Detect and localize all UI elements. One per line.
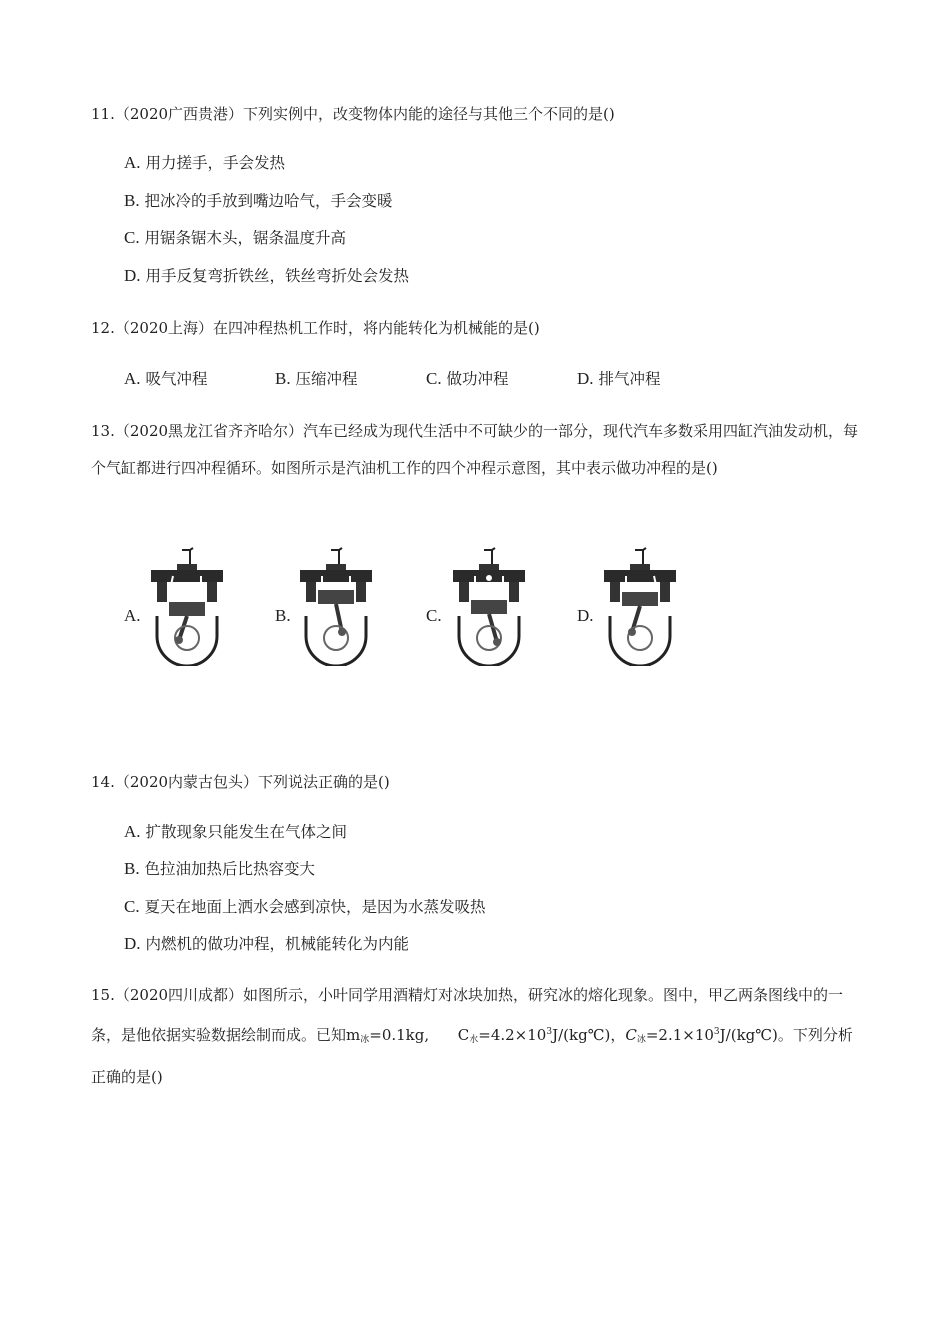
option-letter: A. [124, 153, 141, 172]
c-ice-value: =2.1×10 [645, 1026, 714, 1044]
option-letter: A. [124, 822, 141, 841]
q13-option-a-letter: A. [124, 606, 141, 625]
q13-option-b-letter: B. [275, 606, 291, 625]
c-ice-symbol: C [625, 1026, 637, 1044]
subscript-water: 水 [469, 1035, 479, 1045]
option-letter: C. [124, 897, 140, 916]
engine-intake-diagram [147, 546, 227, 666]
q14-option-d [124, 933, 409, 955]
option-letter: D. [124, 934, 141, 953]
option-text: 吸气冲程 [145, 370, 208, 388]
q14-stem: 14.（2020内蒙古包头）下列说法正确的是() [91, 773, 390, 791]
q11-stem: 11.（2020广西贵港）下列实例中，改变物体内能的途径与其他三个不同的是() [91, 105, 615, 123]
option-text: 用手反复弯折铁丝，铁丝弯折处会发热 [145, 267, 409, 285]
c-water-symbol: C [457, 1026, 470, 1044]
option-letter: D. [577, 369, 594, 388]
engine-stroke-icon [449, 546, 529, 666]
option-text: 用力搓手，手会发热 [145, 154, 285, 172]
q11-option-a [124, 152, 285, 174]
option-text: 压缩冲程 [295, 370, 358, 388]
q15-stem-text: 15.（2020四川成都）如图所示，小叶同学用酒精灯对冰块加热，研究冰的熔化现象。图中，甲乙两条图线中的一条，是他依据实验数据绘制而成。已知m [91, 986, 844, 1044]
option-letter: A. [124, 369, 141, 388]
exponent: 3 [546, 1027, 553, 1037]
q12-option-b [275, 367, 358, 389]
option-letter: B. [124, 191, 140, 210]
option-letter: B. [275, 369, 291, 388]
q13-stem: 13.（2020黑龙江省齐齐哈尔）汽车已经成为现代生活中不可缺少的一部分，现代汽车多数采用四缸汽油发动机，每个气缸都进行四冲程循环。如图所示是汽油机工作的四个冲程示意图，其中表示做功冲程的是() [91, 422, 859, 477]
q11-option-d [124, 265, 409, 287]
q12-option-c [426, 367, 509, 389]
engine-exhaust-diagram [600, 546, 680, 666]
engine-compression-diagram [296, 546, 376, 666]
option-text: 扩散现象只能发生在气体之间 [145, 823, 347, 841]
option-text: 内燃机的做功冲程，机械能转化为内能 [145, 935, 409, 953]
q12-stem: 12.（2020上海）在四冲程热机工作时，将内能转化为机械能的是() [91, 319, 540, 337]
mass-value: =0.1kg, [369, 1026, 430, 1044]
engine-stroke-icon [296, 546, 376, 666]
option-letter: D. [124, 266, 141, 285]
option-text: 排气冲程 [598, 370, 661, 388]
option-letter: C. [426, 369, 442, 388]
c-ice-unit: J/(kg℃)。下列分析正确的是() [91, 1026, 853, 1086]
option-text: 用锯条锯木头，锯条温度升高 [144, 229, 347, 247]
q11-option-b [124, 190, 393, 212]
engine-power-diagram [449, 546, 529, 666]
option-letter: C. [124, 228, 140, 247]
c-water-value: =4.2×10 [478, 1026, 547, 1044]
q14-option-c [124, 896, 486, 918]
option-text: 把冰冷的手放到嘴边哈气，手会变暖 [144, 192, 393, 210]
q14-option-b [124, 858, 315, 880]
subscript-ice: 冰 [360, 1035, 370, 1045]
option-text: 夏天在地面上洒水会感到凉快，是因为水蒸发吸热 [144, 898, 486, 916]
q12-option-a [124, 367, 207, 389]
q13-option-d-letter: D. [577, 606, 594, 625]
q13-option-c-letter: C. [426, 606, 442, 625]
q14-option-a [124, 821, 347, 843]
exponent-2: 3 [713, 1027, 720, 1037]
q12-option-d [577, 367, 660, 389]
q11-option-c [124, 227, 346, 249]
engine-stroke-icon [147, 546, 227, 666]
engine-stroke-icon [600, 546, 680, 666]
option-letter: B. [124, 859, 140, 878]
option-text: 色拉油加热后比热容变大 [144, 860, 316, 878]
q15-stem [91, 977, 861, 1096]
subscript-ice-2: 冰 [636, 1035, 646, 1045]
option-text: 做功冲程 [446, 370, 509, 388]
c-water-unit: J/(kg℃)， [552, 1026, 626, 1044]
